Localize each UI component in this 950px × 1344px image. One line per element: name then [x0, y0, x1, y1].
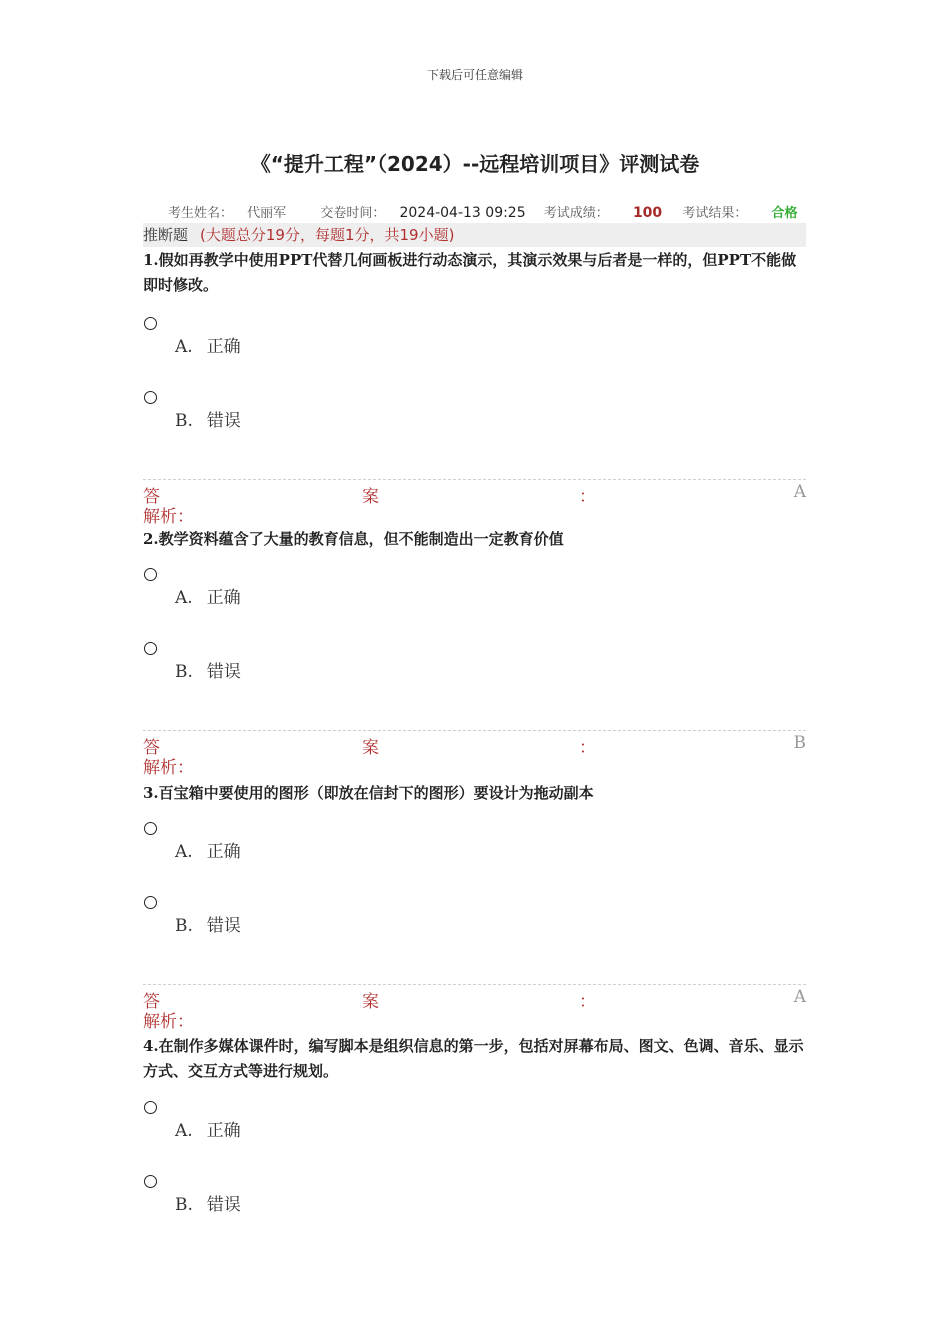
answer-row: 答 案 ： A	[143, 987, 806, 1012]
score-label: 考试成绩：	[543, 206, 609, 221]
candidate-name: 代丽军	[247, 206, 287, 221]
radio-icon[interactable]	[144, 317, 157, 330]
question-2	[143, 527, 806, 779]
correct-answer: A	[793, 482, 806, 502]
question-text: 4.在制作多媒体课件时，编写脚本是组织信息的第一步，包括对屏幕布局、图文、色调、音乐、显示方式、交互方式等进行规划。	[143, 1037, 804, 1080]
section-meta: (大题总分19分，每题1分，共19小题)	[200, 226, 455, 244]
radio-icon[interactable]	[144, 642, 157, 655]
name-label: 考生姓名：	[168, 206, 234, 221]
section-name: 推断题	[143, 226, 189, 244]
answer-row: 答 案 ： A	[143, 482, 806, 507]
correct-answer: B	[793, 733, 806, 753]
exam-result: 合格	[771, 206, 798, 221]
option-b[interactable]: B. 错误	[143, 896, 806, 970]
radio-icon[interactable]	[144, 896, 157, 909]
question-text: 2.教学资料蕴含了大量的教育信息，但不能制造出一定教育价值	[143, 530, 564, 548]
correct-answer: A	[793, 987, 806, 1007]
answer-row: 答 案 ： B	[143, 733, 806, 758]
option-b[interactable]: B. 错误	[143, 391, 806, 465]
page-title: 《“提升工程”（2024）--远程培训项目》评测试卷	[250, 152, 700, 176]
option-a[interactable]: A. 正确	[143, 568, 806, 642]
analysis-label: 解析：	[143, 758, 194, 778]
option-b[interactable]: B. 错误	[143, 1175, 806, 1249]
question-1	[143, 248, 806, 528]
radio-icon[interactable]	[144, 1101, 157, 1114]
question-4	[143, 1034, 806, 1249]
option-b[interactable]: B. 错误	[143, 642, 806, 716]
download-note: 下载后可任意编辑	[426, 68, 523, 82]
exam-score: 100	[632, 205, 663, 221]
section-header	[143, 223, 806, 247]
radio-icon[interactable]	[144, 568, 157, 581]
exam-info-bar	[168, 202, 808, 221]
option-a[interactable]: A. 正确	[143, 317, 806, 391]
analysis-label: 解析：	[143, 507, 194, 527]
analysis-label: 解析：	[143, 1012, 194, 1032]
question-text: 1.假如再教学中使用PPT代替几何画板进行动态演示，其演示效果与后者是一样的，但PPT不能做即时修改。	[143, 251, 797, 294]
submit-time: 2024-04-13 09:25	[399, 205, 526, 221]
radio-icon[interactable]	[144, 822, 157, 835]
time-label: 交卷时间：	[320, 206, 386, 221]
option-a[interactable]: A. 正确	[143, 1101, 806, 1175]
radio-icon[interactable]	[144, 1175, 157, 1188]
question-text: 3.百宝箱中要使用的图形（即放在信封下的图形）要设计为拖动副本	[143, 784, 594, 802]
result-label: 考试结果：	[682, 206, 748, 221]
question-3	[143, 781, 806, 1033]
option-a[interactable]: A. 正确	[143, 822, 806, 896]
radio-icon[interactable]	[144, 391, 157, 404]
